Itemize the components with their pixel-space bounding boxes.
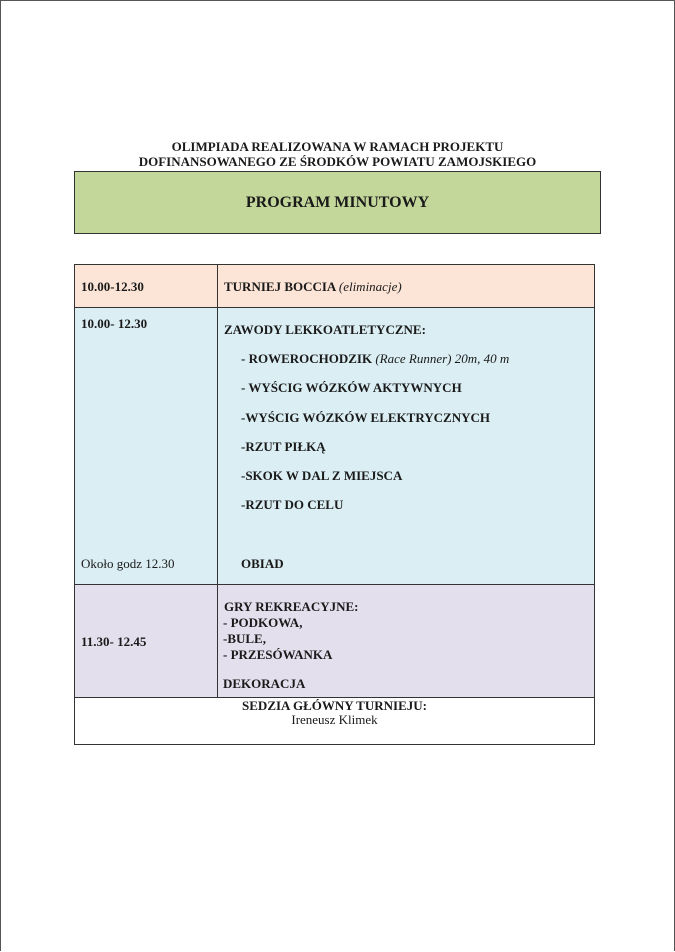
activity-cell (218, 585, 595, 698)
activity-cell (218, 308, 595, 585)
table-row-judge (75, 698, 595, 745)
games-title: GRY REKREACYJNE: (224, 599, 359, 614)
table-row-athletics (75, 308, 595, 585)
boccia-title: TURNIEJ BOCCIA (224, 279, 336, 294)
document-header (74, 139, 601, 169)
table-row-games (75, 585, 595, 698)
judge-label: SEDZIA GŁÓWNY TURNIEJU: (242, 698, 427, 713)
time-cell (75, 308, 218, 585)
lunch-label: OBIAD (241, 556, 284, 571)
lunch-time (81, 556, 175, 572)
time-cell (75, 265, 218, 308)
judge-cell (75, 698, 595, 745)
games-item-2: -BULE, (223, 631, 266, 646)
program-title: PROGRAM MINUTOWY (245, 193, 430, 211)
event-4: -RZUT PIŁKĄ (241, 439, 326, 454)
program-title-box (74, 171, 601, 234)
event-1: - ROWEROCHODZIK (241, 351, 373, 366)
activity-cell (218, 265, 595, 308)
games-item-3: - PRZESÓWANKA (223, 647, 333, 662)
header-line-1: OLIMPIADA REALIZOWANA W RAMACH PROJEKTU (171, 139, 504, 154)
lunch-time-text: Około godz 12.30 (81, 556, 175, 571)
time-cell (75, 585, 218, 698)
event-3: -WYŚCIG WÓZKÓW ELEKTRYCZNYCH (241, 410, 490, 425)
boccia-time: 10.00-12.30 (81, 279, 144, 294)
games-time: 11.30- 12.45 (81, 634, 147, 649)
athletics-time: 10.00- 12.30 (81, 316, 148, 331)
games-item-1: - PODKOWA, (223, 615, 303, 630)
boccia-note: (eliminacje) (338, 279, 402, 294)
table-row-boccia (75, 265, 595, 308)
event-6: -RZUT DO CELU (241, 497, 344, 512)
event-5: -SKOK W DAL Z MIEJSCA (241, 468, 403, 483)
decoration-label: DEKORACJA (223, 676, 306, 691)
athletics-title: ZAWODY LEKKOATLETYCZNE: (224, 322, 426, 337)
schedule-table (74, 264, 595, 745)
event-1-note: (Race Runner) 20m, 40 m (375, 351, 510, 366)
event-2: - WYŚCIG WÓZKÓW AKTYWNYCH (241, 380, 462, 395)
header-line-2: DOFINANSOWANEGO ZE ŚRODKÓW POWIATU ZAMOJSKIEGO (138, 154, 537, 169)
event-race-runner (241, 351, 509, 367)
boccia-activity (224, 279, 402, 295)
judge-name: Ireneusz Klimek (291, 712, 378, 727)
